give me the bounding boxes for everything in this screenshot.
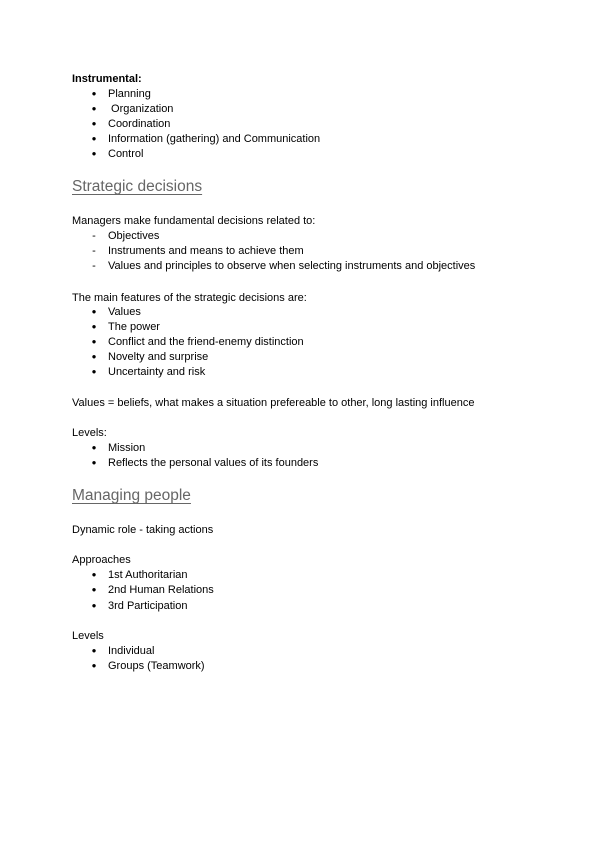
bullet-icon: ● <box>91 149 97 158</box>
list-item-text: Uncertainty and risk <box>108 366 206 378</box>
section-heading-strategic-decisions: Strategic decisions <box>72 178 203 195</box>
list-item-text: Individual <box>108 645 155 657</box>
bullet-icon: ● <box>91 352 97 361</box>
bullet-icon: ● <box>91 307 97 316</box>
list-item-text: Coordination <box>108 118 171 130</box>
bullet-icon: ● <box>91 458 97 467</box>
approaches-label: Approaches <box>72 554 131 566</box>
list-item-text: Organization <box>108 103 174 115</box>
list-item-text: Planning <box>108 88 151 100</box>
bullet-icon: ● <box>91 570 97 579</box>
list-item-text: 1st Authoritarian <box>108 569 188 581</box>
list-item-text: Values and principles to observe when selecting instruments and objectives <box>108 260 476 272</box>
list-item-text: Control <box>108 148 144 160</box>
bullet-icon: ● <box>91 322 97 331</box>
list-item-text: Instruments and means to achieve them <box>108 245 304 257</box>
bullet-icon: ● <box>91 104 97 113</box>
dynamic-role: Dynamic role - taking actions <box>72 524 214 536</box>
bullet-icon: ● <box>91 367 97 376</box>
list-item-text: Objectives <box>108 230 160 242</box>
bullet-icon: ● <box>91 119 97 128</box>
bullet-icon: ● <box>91 646 97 655</box>
bullet-icon: ● <box>91 661 97 670</box>
bullet-icon: ● <box>91 89 97 98</box>
list-item-text: 3rd Participation <box>108 600 188 612</box>
dash-icon: - <box>92 245 96 257</box>
people-levels-label: Levels <box>72 630 104 642</box>
bullet-icon: ● <box>91 134 97 143</box>
bullet-icon: ● <box>91 337 97 346</box>
list-item-text: The power <box>108 321 160 333</box>
dash-icon: - <box>92 230 96 242</box>
dash-icon: - <box>92 260 96 272</box>
list-item-text: 2nd Human Relations <box>108 584 214 596</box>
list-item-text: Reflects the personal values of its founders <box>108 457 319 469</box>
strategic-intro: Managers make fundamental decisions related to: <box>72 215 316 227</box>
section-heading-managing-people: Managing people <box>72 487 191 504</box>
list-item-text: Novelty and surprise <box>108 351 209 363</box>
list-item-text: Information (gathering) and Communication <box>108 133 321 145</box>
features-intro: The main features of the strategic decisions are: <box>72 292 307 304</box>
bullet-icon: ● <box>91 585 97 594</box>
list-item-text: Conflict and the friend-enemy distinction <box>108 336 304 348</box>
instrumental-label: Instrumental: <box>72 73 142 85</box>
values-definition: Values = beliefs, what makes a situation prefereable to other, long lasting influence <box>72 397 475 409</box>
bullet-icon: ● <box>91 601 97 610</box>
levels-label: Levels: <box>72 427 107 439</box>
list-item-text: Mission <box>108 442 146 454</box>
list-item-text: Groups (Teamwork) <box>108 660 205 672</box>
bullet-icon: ● <box>91 443 97 452</box>
list-item-text: Values <box>108 306 141 318</box>
